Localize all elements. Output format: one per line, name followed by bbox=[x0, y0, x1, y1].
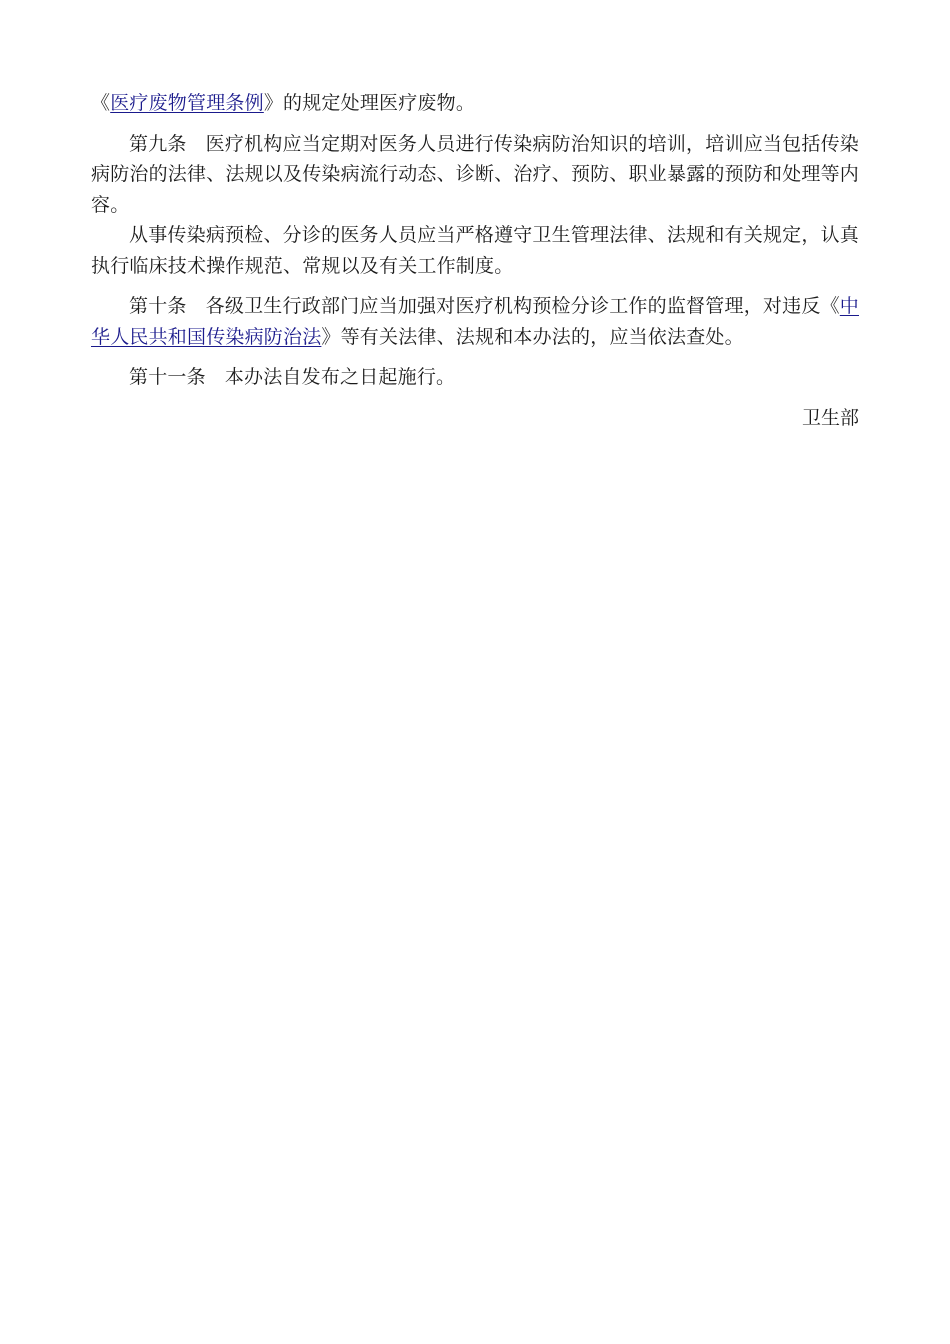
quote-open: 《 bbox=[91, 92, 111, 114]
quote-open: 《 bbox=[820, 295, 840, 317]
article-9 bbox=[91, 129, 859, 221]
issuer-signature: 卫生部 bbox=[801, 406, 859, 429]
article-number: 第十条 bbox=[129, 295, 187, 317]
paragraph-text: 的规定处理医疗废物。 bbox=[283, 92, 476, 114]
paragraph-text: 从事传染病预检、分诊的医务人员应当严格遵守卫生管理法律、法规和有关规定，认真执行临床技术操作规范、常规以及有关工作制度。 bbox=[91, 224, 859, 277]
quote-close: 》 bbox=[263, 92, 284, 114]
link-infectious-disease-law[interactable]: 中华人民共和国传染病防治法 bbox=[91, 295, 859, 348]
article-text: 医疗机构应当定期对医务人员进行传染病防治知识的培训，培训应当包括传染病防治的法律、法规以及传染病流行动态、诊断、治疗、预防、职业暴露的预防和处理等内容。 bbox=[91, 132, 860, 216]
article-number: 第九条 bbox=[129, 132, 187, 155]
article-text-continued: 等有关法律、法规和本办法的，应当依法查处。 bbox=[340, 325, 744, 348]
quote-close: 》 bbox=[321, 325, 341, 348]
article-number: 第十一条 bbox=[129, 366, 206, 388]
article-11 bbox=[91, 362, 859, 393]
article-text: 各级卫生行政部门应当加强对医疗机构预检分诊工作的监督管理，对违反 bbox=[205, 295, 821, 317]
article-10 bbox=[91, 291, 859, 352]
article-9-paragraph-2 bbox=[91, 220, 859, 281]
paragraph-medical-waste bbox=[91, 88, 859, 119]
article-text: 本办法自发布之日起施行。 bbox=[224, 366, 456, 388]
document-page bbox=[91, 88, 859, 433]
link-medical-waste-regulation[interactable]: 医疗废物管理条例 bbox=[110, 92, 264, 114]
